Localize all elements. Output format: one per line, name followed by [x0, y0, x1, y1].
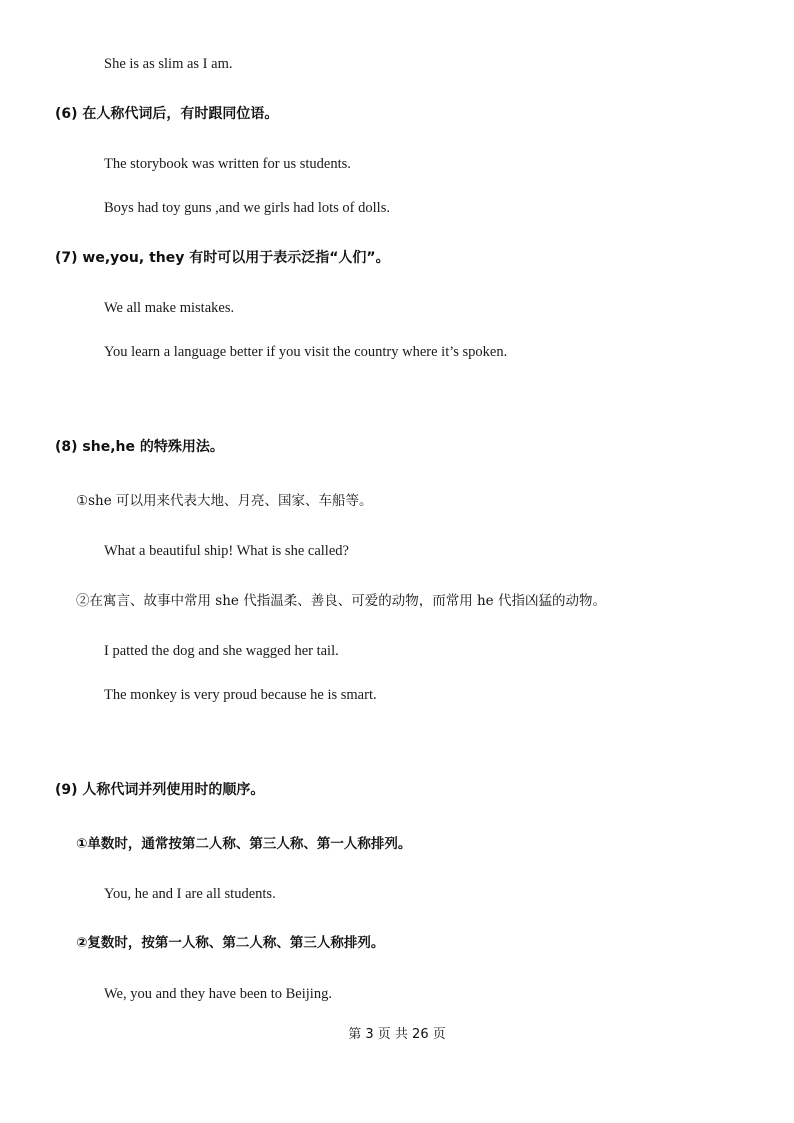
sub-point: ②在寓言、故事中常用 she 代指温柔、善良、可爱的动物，而常用 he 代指凶猛的动物。 [76, 593, 606, 609]
section-heading-6: (6) 在人称代词后，有时跟同位语。 [55, 106, 279, 122]
example-sentence: Boys had toy guns ,and we girls had lots of dolls. [104, 200, 390, 216]
sub-point: ①she 可以用来代表大地、月亮、国家、车船等。 [76, 493, 373, 509]
sub-point: ①单数时，通常按第二人称、第三人称、第一人称排列。 [76, 836, 412, 852]
example-sentence: We all make mistakes. [104, 300, 235, 316]
example-sentence: The storybook was written for us students. [104, 156, 351, 172]
sub-point: ②复数时，按第一人称、第二人称、第三人称排列。 [76, 935, 385, 951]
example-sentence: The monkey is very proud because he is smart. [104, 687, 377, 703]
example-sentence: You, he and I are all students. [104, 886, 276, 902]
section-heading-8: (8) she,he 的特殊用法。 [55, 439, 224, 455]
section-heading-9: (9) 人称代词并列使用时的顺序。 [55, 782, 265, 798]
example-sentence: We, you and they have been to Beijing. [104, 986, 332, 1002]
example-sentence: She is as slim as I am. [104, 56, 233, 72]
example-sentence: I patted the dog and she wagged her tail. [104, 643, 339, 659]
example-sentence: What a beautiful ship! What is she called? [104, 543, 349, 559]
section-heading-7: (7) we,you, they 有时可以用于表示泛指“人们”。 [55, 250, 390, 266]
page-number-footer: 第 3 页 共 26 页 [348, 1027, 446, 1042]
example-sentence: You learn a language better if you visit the country where it’s spoken. [104, 344, 508, 360]
